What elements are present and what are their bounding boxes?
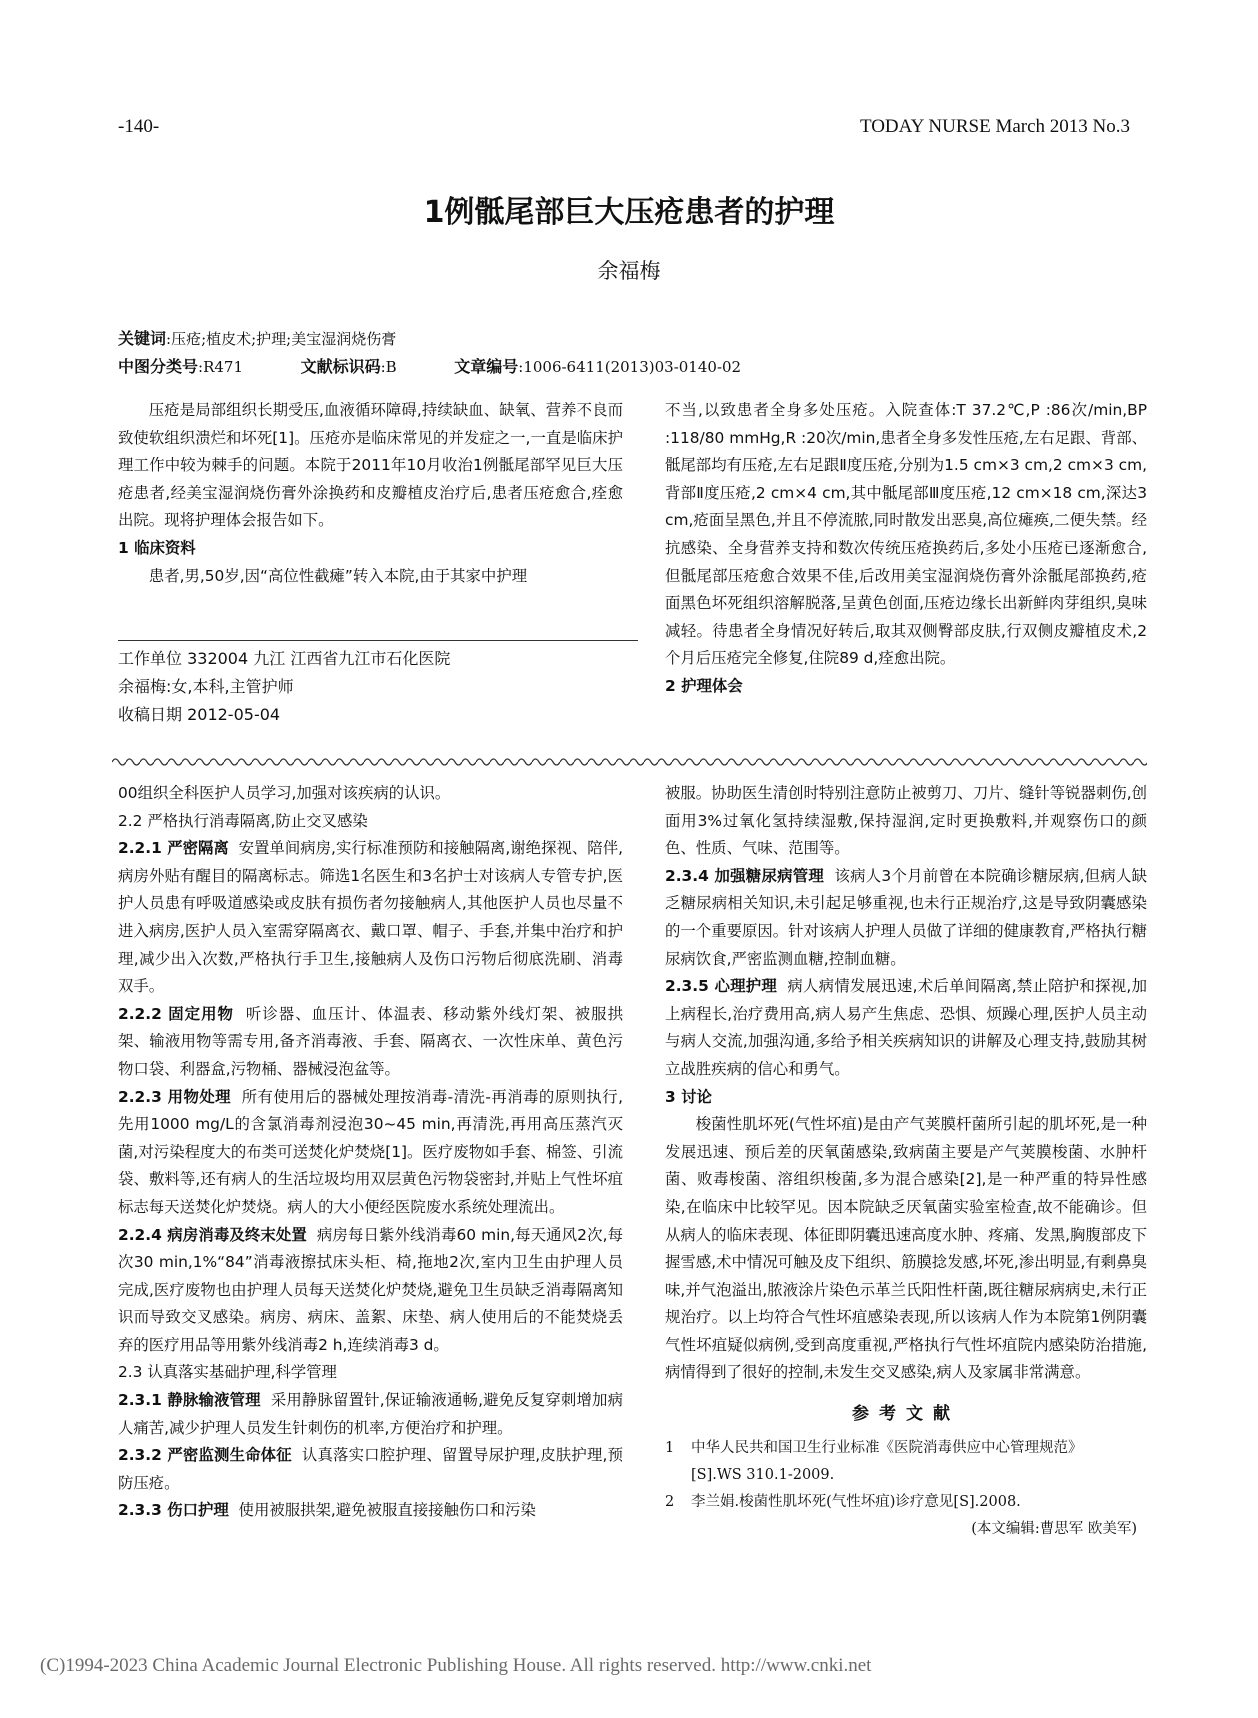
copyright-footer: (C)1994-2023 China Academic Journal Electronic Publishing House. All rights reserved. http://www.cnki.net bbox=[40, 1655, 872, 1676]
reference-2 bbox=[665, 1489, 1147, 1516]
continued-paragraph: 00组织全科医护人员学习,加强对该疾病的认识。 bbox=[118, 784, 451, 802]
article-author: 余福梅 bbox=[597, 259, 661, 283]
doc-code-label: 文献标识码 bbox=[300, 357, 381, 376]
intro-paragraph: 压疮是局部组织长期受压,血液循环障碍,持续缺血、缺氧、营养不良而致使软组织溃烂和坏死[1]。压疮亦是临床常见的并发症之一,一直是临床护理工作中较为棘手的问题。本院于2011年10月收治1例骶尾部罕见巨大压疮患者,经美宝湿润烧伤膏外涂换药和皮瓣植皮治疗后,患者压疮愈合,痊愈出院。现将护理体会报告如下。 bbox=[118, 401, 623, 530]
heading-2-2: 2.2 严格执行消毒隔离,防止交叉感染 bbox=[118, 811, 368, 830]
continued-wound-care: 被服。协助医生清创时特别注意防止被剪刀、刀片、缝针等锐器刺伤,创面用3%过氧化氢持续湿敷,保持湿润,定时更换敷料,并观察伤口的颜色、性质、气味、范围等。 bbox=[665, 784, 1148, 858]
heading-2-2-3: 2.2.3 用物处理 bbox=[118, 1087, 232, 1106]
text-2-2-2: 听诊器、血压计、体温表、移动紫外线灯架、被服拱架、输液用物等需专用,备齐消毒液、手套、隔离衣、一次性床单、黄色污物口袋、利器盒,污物桶、器械浸泡盆等。 bbox=[118, 1004, 623, 1078]
heading-2-3-2: 2.3.2 严密监测生命体征 bbox=[118, 1446, 292, 1465]
section-3-heading: 3 讨论 bbox=[665, 1087, 712, 1106]
affiliation-block bbox=[118, 640, 638, 729]
reference-1-number: 1 bbox=[665, 1439, 675, 1456]
reference-1-text: 中华人民共和国卫生行业标准《医院消毒供应中心管理规范》 bbox=[691, 1439, 1083, 1456]
text-2-3-4: 该病人3个月前曾在本院确诊糖尿病,但病人缺乏糖尿病相关知识,未引起足够重视,也未行正规治疗,这是导致阴囊感染的一个重要原因。针对该病人护理人员做了详细的健康教育,严格执行糖尿病饮食,严密监测血糖,控制血糖。 bbox=[665, 866, 1148, 968]
reference-1 bbox=[665, 1435, 1147, 1462]
heading-2-2-2: 2.2.2 固定用物 bbox=[118, 1004, 234, 1023]
doc-code-value: :B bbox=[380, 358, 397, 376]
section-2-heading: 2 护理体会 bbox=[665, 676, 743, 695]
heading-2-2-1: 2.2.1 严密隔离 bbox=[118, 839, 229, 858]
keywords: :压疮;植皮术;护理;美宝湿润烧伤膏 bbox=[166, 330, 397, 348]
affiliation-work-unit: 工作单位 332004 九江 江西省九江市石化医院 bbox=[118, 649, 451, 668]
heading-2-3-4: 2.3.4 加强糖尿病管理 bbox=[665, 866, 825, 885]
keywords-line bbox=[118, 326, 396, 349]
heading-2-3-3: 2.3.3 伤口护理 bbox=[118, 1501, 229, 1520]
clc-value: :R471 bbox=[198, 358, 243, 376]
classification-line bbox=[118, 354, 741, 377]
text-2-3-3: 使用被服拱架,避免被服直接接触伤口和污染 bbox=[238, 1501, 536, 1520]
editor-note: (本文编辑:曹思军 欧美军) bbox=[971, 1520, 1137, 1537]
discussion-text: 梭菌性肌坏死(气性坏疽)是由产气荚膜杆菌所引起的肌坏死,是一种发展迅速、预后差的厌氧菌感染,致病菌主要是产气荚膜梭菌、水肿杆菌、败毒梭菌、溶组织梭菌,多为混合感染[2],是一种严重的特异性感染,在临床中比较罕见。因本院缺乏厌氧菌实验室检查,故不能确诊。但从病人的临床表现、体征即阴囊迅速高度水肿、疼痛、发黑,胸腹部皮下握雪感,术中情况可触及皮下组织、筋膜捻发感,坏死,渗出明显,有剩鼻臭味,并气泡溢出,脓液涂片染色示革兰氏阳性杆菌,既往糖尿病病史,未行正规治疗。以上均符合气性坏疽感染表现,所以该病人作为本院第1例阴囊气性坏疽疑似病例,受到高度重视,严格执行气性坏疽院内感染防治措施,病情得到了很好的控制,未发生交叉感染,病人及家属非常满意。 bbox=[665, 1115, 1148, 1382]
heading-2-3-1: 2.3.1 静脉输液管理 bbox=[118, 1391, 261, 1410]
text-2-2-4: 病房每日紫外线消毒60 min,每天通风2次,每次30 min,1%“84”消毒液擦拭床头柜、椅,拖地2次,室内卫生由护理人员完成,医疗废物也由护理人员每天送焚化炉焚烧,避免卫生员缺乏消毒隔离知识而导致交叉感染。病房、病床、盖絮、床垫、病人使用后的不能焚烧丢弃的医疗用品等用紫外线消毒2 h,连续消毒3 d。 bbox=[118, 1225, 623, 1354]
heading-2-3: 2.3 认真落实基础护理,科学管理 bbox=[118, 1363, 337, 1382]
section-1-heading: 1 临床资料 bbox=[118, 538, 196, 557]
affiliation-author: 余福梅:女,本科,主管护师 bbox=[118, 677, 294, 696]
lower-right-column bbox=[665, 780, 1147, 1543]
journal-header: TODAY NURSE March 2013 No.3 bbox=[859, 116, 1130, 137]
lower-left-column bbox=[118, 780, 623, 1525]
text-2-2-1: 安置单间病房,实行标准预防和接触隔离,谢绝探视、陪伴,病房外贴有醒目的隔离标志。筛选1名医生和3名护士对该病人专管专护,医护人员患有呼吸道感染或皮肤有损伤者勿接触病人,其他医护人员也尽量不进入病房,医护人员入室需穿隔离衣、戴口罩、帽子、手套,并集中治疗和护理,减少出入次数,严格执行手卫生,接触病人及伤口污物后彻底洗刷、消毒双手。 bbox=[118, 839, 623, 996]
clc-label: 中图分类号 bbox=[118, 357, 199, 376]
affiliation-received-date: 收稿日期 2012-05-04 bbox=[118, 705, 281, 724]
article-no-label: 文章编号 bbox=[454, 357, 519, 376]
section-1-text: 患者,男,50岁,因“高位性截瘫”转入本院,由于其家中护理 bbox=[148, 566, 528, 585]
text-2-3-5: 病人病情发展迅速,术后单间隔离,禁止陪护和探视,加上病程长,治疗费用高,病人易产生焦虑、恐惧、烦躁心理,医护人员主动与病人交流,加强沟通,多给予相关疾病知识的讲解及心理支持,鼓励其树立战胜疾病的信心和勇气。 bbox=[665, 977, 1147, 1078]
article-no-value: :1006-6411(2013)03-0140-02 bbox=[518, 358, 742, 376]
article-title: 1例骶尾部巨大压疮患者的护理 bbox=[423, 195, 835, 230]
upper-left-column bbox=[118, 397, 623, 590]
text-2-3-2: 认真落实口腔护理、留置导尿护理,皮肤护理,预防压疮。 bbox=[118, 1446, 623, 1492]
section-divider bbox=[112, 755, 1147, 769]
reference-1-continued: [S].WS 310.1-2009. bbox=[691, 1466, 835, 1483]
text-2-2-3: 所有使用后的器械处理按消毒-清洗-再消毒的原则执行,先用1000 mg/L的含氯消毒剂浸泡30~45 min,再清洗,再用高压蒸汽灭菌,对污染程度大的布类可送焚化炉焚烧[1]。医疗废物如手套、棉签、引流袋、敷料等,还有病人的生活垃圾均用双层黄色污物袋密封,并贴上气性坏疽标志每天送焚化炉焚烧。病人的大小便经医院废水系统处理流出。 bbox=[118, 1087, 624, 1216]
references-heading: 参考文献 bbox=[852, 1404, 960, 1425]
page-number: -140- bbox=[118, 116, 160, 137]
case-text: 不当,以致患者全身多处压疮。入院查体:T 37.2℃,P :86次/min,BP :118/80 mmHg,R :20次/min,患者全身多发性压疮,左右足跟、背部、骶尾部均有压疮,左右足跟Ⅱ度压疮,分别为1.5 cm×3 cm,2 cm×3 cm,背部Ⅱ度压疮,2 cm×4 cm,其中骶尾部Ⅲ度压疮,12 cm×18 cm,深达3 cm,疮面呈黑色,并且不停流脓,同时散发出恶臭,高位瘫痪,二便失禁。经抗感染、全身营养支持和数次传统压疮换药后,多处小压疮已逐渐愈合,但骶尾部压疮愈合效果不佳,后改用美宝湿润烧伤膏外涂骶尾部换药,疮面黑色坏死组织溶解脱落,呈黄色创面,压疮边缘长出新鲜肉芽组织,臭味减轻。待患者全身情况好转后,取其双侧臀部皮肤,行双侧皮瓣植皮术,2个月后压疮完全修复,住院89 d,痊愈出院。 bbox=[665, 401, 1147, 668]
text-2-3-1: 采用静脉留置针,保证输液通畅,避免反复穿刺增加病人痛苦,减少护理人员发生针刺伤的机率,方便治疗和护理。 bbox=[118, 1391, 623, 1437]
heading-2-3-5: 2.3.5 心理护理 bbox=[665, 977, 778, 996]
upper-right-column bbox=[665, 397, 1147, 701]
keywords-label: 关键词 bbox=[118, 329, 167, 348]
reference-2-number: 2 bbox=[665, 1493, 675, 1510]
heading-2-2-4: 2.2.4 病房消毒及终末处置 bbox=[118, 1225, 307, 1244]
reference-2-text: 李兰娟.梭菌性肌坏死(气性坏疽)诊疗意见[S].2008. bbox=[691, 1493, 1021, 1510]
